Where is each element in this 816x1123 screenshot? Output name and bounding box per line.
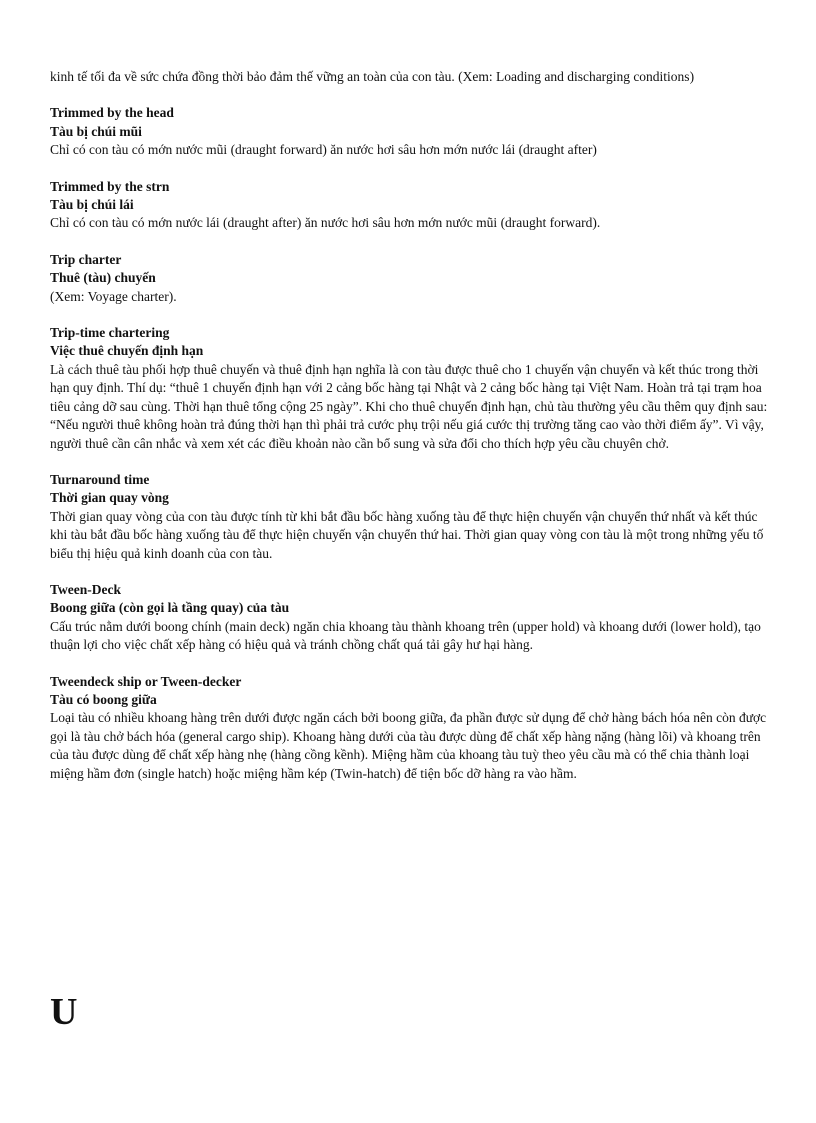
entry-translation: Thuê (tàu) chuyến (50, 270, 156, 286)
glossary-entry (50, 251, 768, 306)
intro-paragraph: kinh tế tối đa về sức chứa đồng thời bảo đảm thế vững an toàn của con tàu. (Xem: Loading and discharging conditions) (50, 69, 695, 84)
entry-translation: Tàu có boong giữa (50, 691, 157, 707)
entry-translation: Thời gian quay vòng (50, 490, 169, 506)
glossary-page (50, 68, 768, 801)
entry-translation: Tàu bị chúi lái (50, 197, 134, 213)
entry-definition: Thời gian quay vòng của con tàu được tính từ khi bắt đầu bốc hàng xuống tàu để thực hiện chuyến vận chuyển thứ nhất và kết thúc khi tàu bắt đầu bốc hàng xuống tàu để thực hiện chuyến vận chuyển thứ hai. Thời gian quay vòng con tàu là một trong những yếu tố biểu thị hiệu quả kinh doanh của con tàu. (50, 508, 764, 561)
entry-term: Trip-time chartering (50, 325, 170, 341)
entry-term: Trimmed by the head (50, 105, 174, 121)
glossary-entry (50, 178, 768, 233)
entry-term: Tweendeck ship or Tween-decker (50, 673, 242, 689)
entry-term: Tween-Deck (50, 581, 121, 597)
glossary-entry (50, 673, 768, 783)
entry-definition: Cấu trúc nằm dưới boong chính (main deck) ngăn chia khoang tàu thành khoang trên (upper hold) và khoang dưới (lower hold), tạo thuận lợi cho việc chất xếp hàng có hiệu quả và tránh chồng chất quá tải gây hư hại hàng. (50, 618, 761, 653)
entry-definition: Là cách thuê tàu phối hợp thuê chuyến và thuê định hạn nghĩa là con tàu được thuê cho 1 chuyến vận chuyển và kết thúc trong thời hạn quy định. Thí dụ: “thuê 1 chuyến định hạn với 2 cảng bốc hàng tại Nhật và 2 cảng bốc hàng tại Việt Nam. Hoàn trả tại trạm hoa tiêu cảng dỡ sau cùng. Thời hạn thuê tổng cộng 25 ngày”. Khi cho thuê chuyến định hạn, chủ tàu thường yêu cầu thêm quy định sau: “Nếu người thuê không hoàn trả đúng thời hạn thì phải trả cước phụ trội nếu giá cước thị trường tăng cao vào thời điểm ấy”. Vì vậy, người thuê cần cân nhắc và xem xét các điều khoản nào cần bổ sung và sửa đổi cho thích hợp yêu cầu chuyên chở. (50, 361, 768, 451)
entry-definition: (Xem: Voyage charter). (50, 288, 177, 304)
entry-term: Turnaround time (50, 471, 150, 487)
entry-translation: Việc thuê chuyến định hạn (50, 343, 204, 359)
entry-term: Trip charter (50, 251, 122, 267)
entry-definition: Chỉ có con tàu có mớn nước lái (draught after) ăn nước hơi sâu hơn mớn nước mũi (draught forward). (50, 215, 601, 231)
glossary-entry (50, 471, 768, 563)
entry-translation: Tàu bị chúi mũi (50, 123, 142, 139)
glossary-entry (50, 104, 768, 159)
glossary-entry (50, 324, 768, 453)
entry-term: Trimmed by the strn (50, 178, 170, 194)
entry-translation: Boong giữa (còn gọi là tầng quay) của tàu (50, 600, 290, 616)
entry-definition: Chỉ có con tàu có mớn nước mũi (draught forward) ăn nước hơi sâu hơn mớn nước lái (draught after) (50, 142, 597, 158)
section-letter-heading: U (50, 991, 78, 1033)
glossary-entry (50, 581, 768, 655)
entry-definition: Loại tàu có nhiều khoang hàng trên dưới được ngăn cách bởi boong giữa, đa phần được sử dụng để chở hàng bách hóa nên còn được gọi là tàu chở bách hóa (general cargo ship). Khoang hàng dưới của tàu được dùng để chất xếp hàng nặng (hàng lõi) và khoang trên của tàu được dùng để chất xếp hàng nhẹ (hàng cồng kềnh). Miệng hầm của khoang tàu tuỳ theo yêu cầu mà có thể chia thành loại miệng hầm đơn (single hatch) hoặc miệng hầm kép (Twin-hatch) để tiện bốc dỡ hàng ra vào hầm. (50, 710, 767, 781)
